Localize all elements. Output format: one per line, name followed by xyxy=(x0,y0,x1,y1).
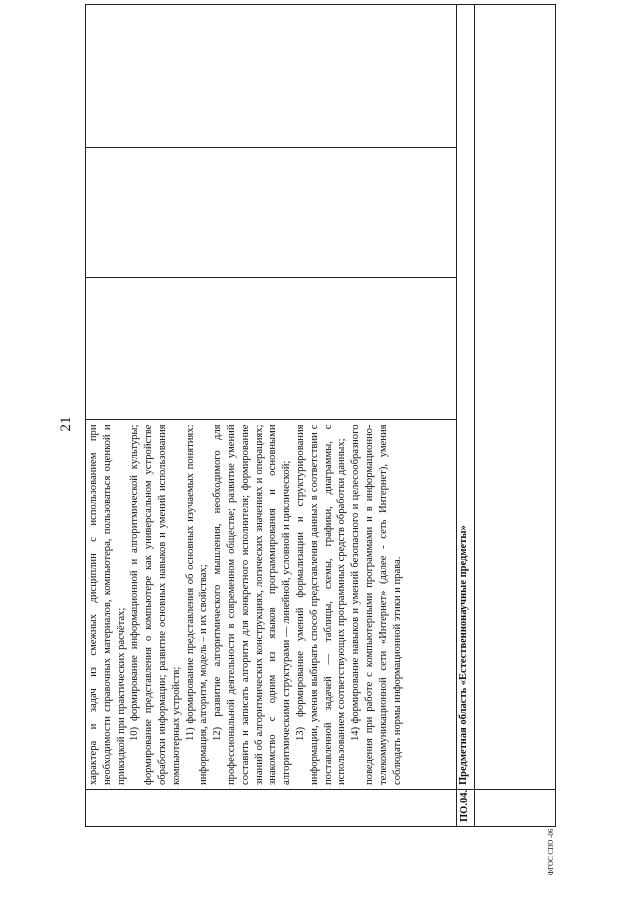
requirements-text xyxy=(86,420,456,789)
subject-area-title: Предметная область «Естественнонаучные предметы» xyxy=(457,5,475,790)
paragraph: 10) формирование информационной и алгоритмической культуры; формирование представления о компьютере как универсальном устройстве обработки информации; развитие основных навыков и умений использования компьютерных устройств; xyxy=(129,424,182,785)
code-cell-empty xyxy=(86,790,457,827)
paragraph: характера и задач из смежных дисциплин с использованием при необходимости справочных материалов, компьютера, пользоваться оценкой и прикидкой при практических расчётах; xyxy=(88,424,127,785)
paragraph: 11) формирование представления об основных изучаемых понятиях: информация, алгоритм, модель – и их свойствах; xyxy=(184,424,210,785)
paragraph: 13) формирование умений формализации и структурирования информации, умения выбирать способ представления данных в соответствии с поставленной задачей — таблицы, схемы, графики, диаграммы, с использованием соответствующих программных средств обработки данных; xyxy=(294,424,348,785)
empty-column xyxy=(86,278,456,420)
page-number: 21 xyxy=(58,416,74,432)
rotated-table-sheet xyxy=(85,5,556,827)
empty-column xyxy=(86,4,456,148)
content-cell xyxy=(86,5,457,790)
paragraph: 12) развитие алгоритмического мышления, необходимого для профессиональной деятельности в современном обществе; развитие умений составить и записать алгоритм для конкретного исполнителя; формирование знаний об алгоритмических конструкциях, логических значениях и операциях; знакомство с одним из языков программирования и основными алгоритмическими структурами — линейной, условной и циклической; xyxy=(212,424,293,785)
empty-column xyxy=(86,148,456,278)
table-row xyxy=(457,5,475,827)
table-row xyxy=(475,5,556,827)
paragraph: 14) формирование навыков и умений безопасного и целесообразного поведения при работе с компьютерными программами и в информационно-телекоммуникационной сети «Интернет» (далее - сеть Интернет), умения соблюдать нормы информационной этики и права. xyxy=(350,424,403,785)
document-footer: ФГОС СПО -06 xyxy=(547,828,555,876)
content-columns xyxy=(86,4,456,789)
empty-cell xyxy=(475,790,556,827)
standards-table xyxy=(85,4,556,827)
table-row xyxy=(86,5,457,827)
empty-cell xyxy=(475,5,556,790)
row-code: ПО.04. xyxy=(457,790,475,827)
